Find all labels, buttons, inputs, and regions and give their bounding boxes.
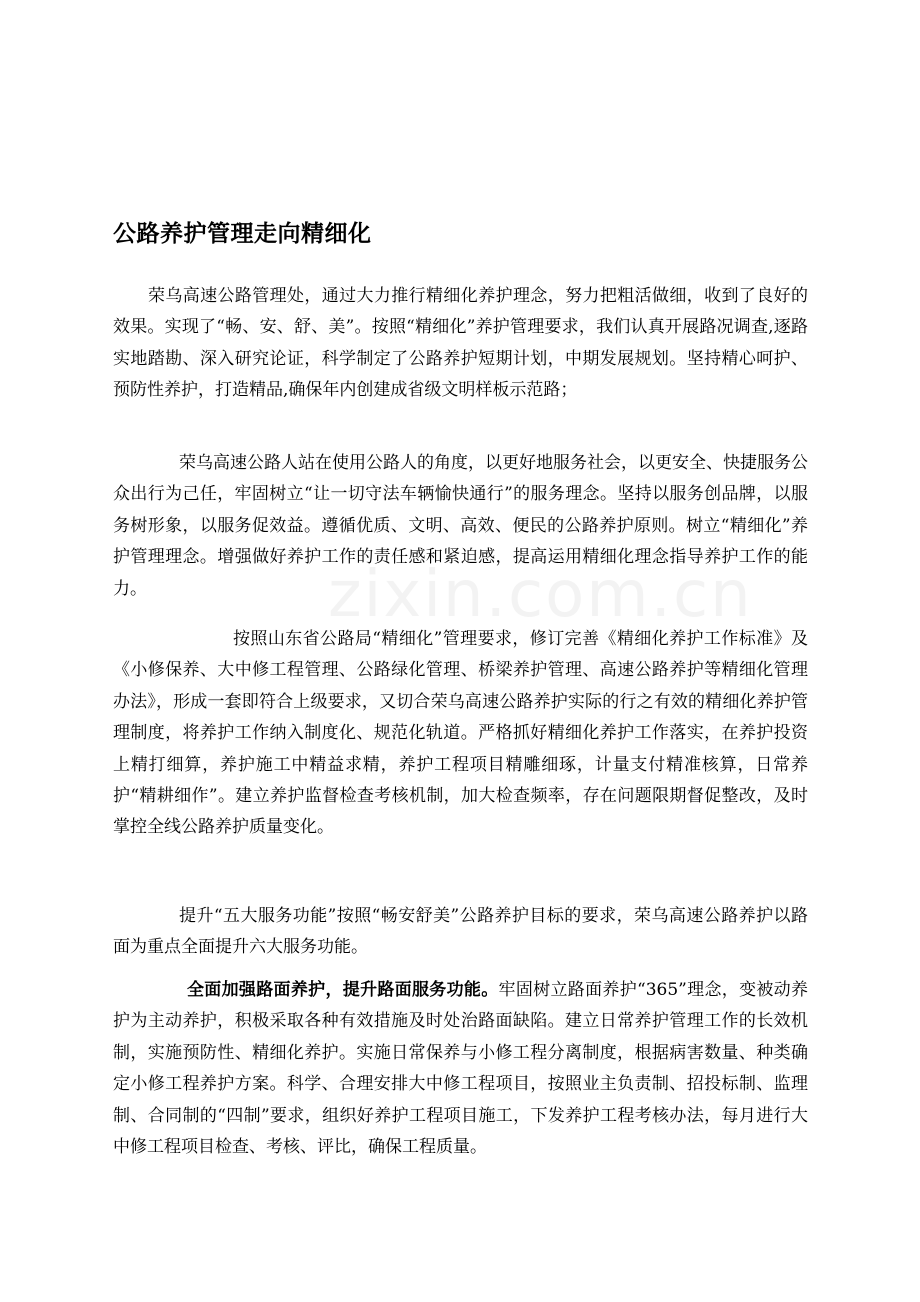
paragraph-1	[113, 281, 808, 407]
watermark: zixin.com.cn	[328, 558, 753, 632]
paragraph-5	[113, 975, 808, 1163]
paragraph-5-text: 牢固树立路面养护“365”理念，变被动养护为主动养护，积极采取各种有效措施及时处治路面缺陷。建立日常养护管理工作的长效机制，实施预防性、精细化养护。实施日常保养与小修工程分离制度，根据病害数量、种类确定小修工程养护方案。科学、合理安排大中修工程项目，按照业主负责制、招投标制、监理制、合同制的“四制”要求，组织好养护工程项目施工，下发养护工程考核办法，每月进行大中修工程项目检查、考核、评比，确保工程质量。	[113, 980, 808, 1158]
page-title: 公路养护管理走向精细化	[113, 221, 372, 247]
paragraph-4-text: 提升“五大服务功能”按照“畅安舒美”公路养护目标的要求，荣乌高速公路养护以路面为重点全面提升六大服务功能。	[113, 906, 808, 958]
paragraph-2	[113, 448, 808, 605]
paragraph-3-text: 按照山东省公路局“精细化”管理要求，修订完善《精细化养护工作标准》及《小修保养、大中修工程管理、公路绿化管理、桥梁养护管理、高速公路养护等精细化管理办法》，形成一套即符合上级要求，又切合荣乌高速公路养护实际的行之有效的精细化养护管理制度，将养护工作纳入制度化、规范化轨道。严格抓好精细化养护工作落实，在养护投资上精打细算，养护施工中精益求精，养护工程项目精雕细琢，计量支付精准核算，日常养护“精耕细作”。建立养护监督检查考核机制，加大检查频率，存在问题限期督促整改，及时掌控全线公路养护质量变化。	[113, 629, 808, 838]
paragraph-4	[113, 901, 808, 964]
paragraph-3	[113, 624, 808, 844]
paragraph-2-text: 荣乌高速公路人站在使用公路人的角度，以更好地服务社会，以更安全、快捷服务公众出行为己任，牢固树立“让一切守法车辆愉快通行”的服务理念。坚持以服务创品牌，以服务树形象，以服务促效益。遵循优质、文明、高效、便民的公路养护原则。树立“精细化”养护管理理念。增强做好养护工作的责任感和紧迫感，提高运用精细化理念指导养护工作的能力。	[113, 453, 808, 599]
paragraph-5-lead: 全面加强路面养护，提升路面服务功能。	[187, 980, 499, 1000]
paragraph-1-text: 荣乌高速公路管理处，通过大力推行精细化养护理念，努力把粗活做细，收到了良好的效果。实现了“畅、安、舒、美”。按照“精细化”养护管理要求，我们认真开展路况调查,逐路实地踏勘、深入研究论证，科学制定了公路养护短期计划，中期发展规划。坚持精心呵护、预防性养护，打造精品,确保年内创建成省级文明样板示范路；	[113, 286, 808, 401]
